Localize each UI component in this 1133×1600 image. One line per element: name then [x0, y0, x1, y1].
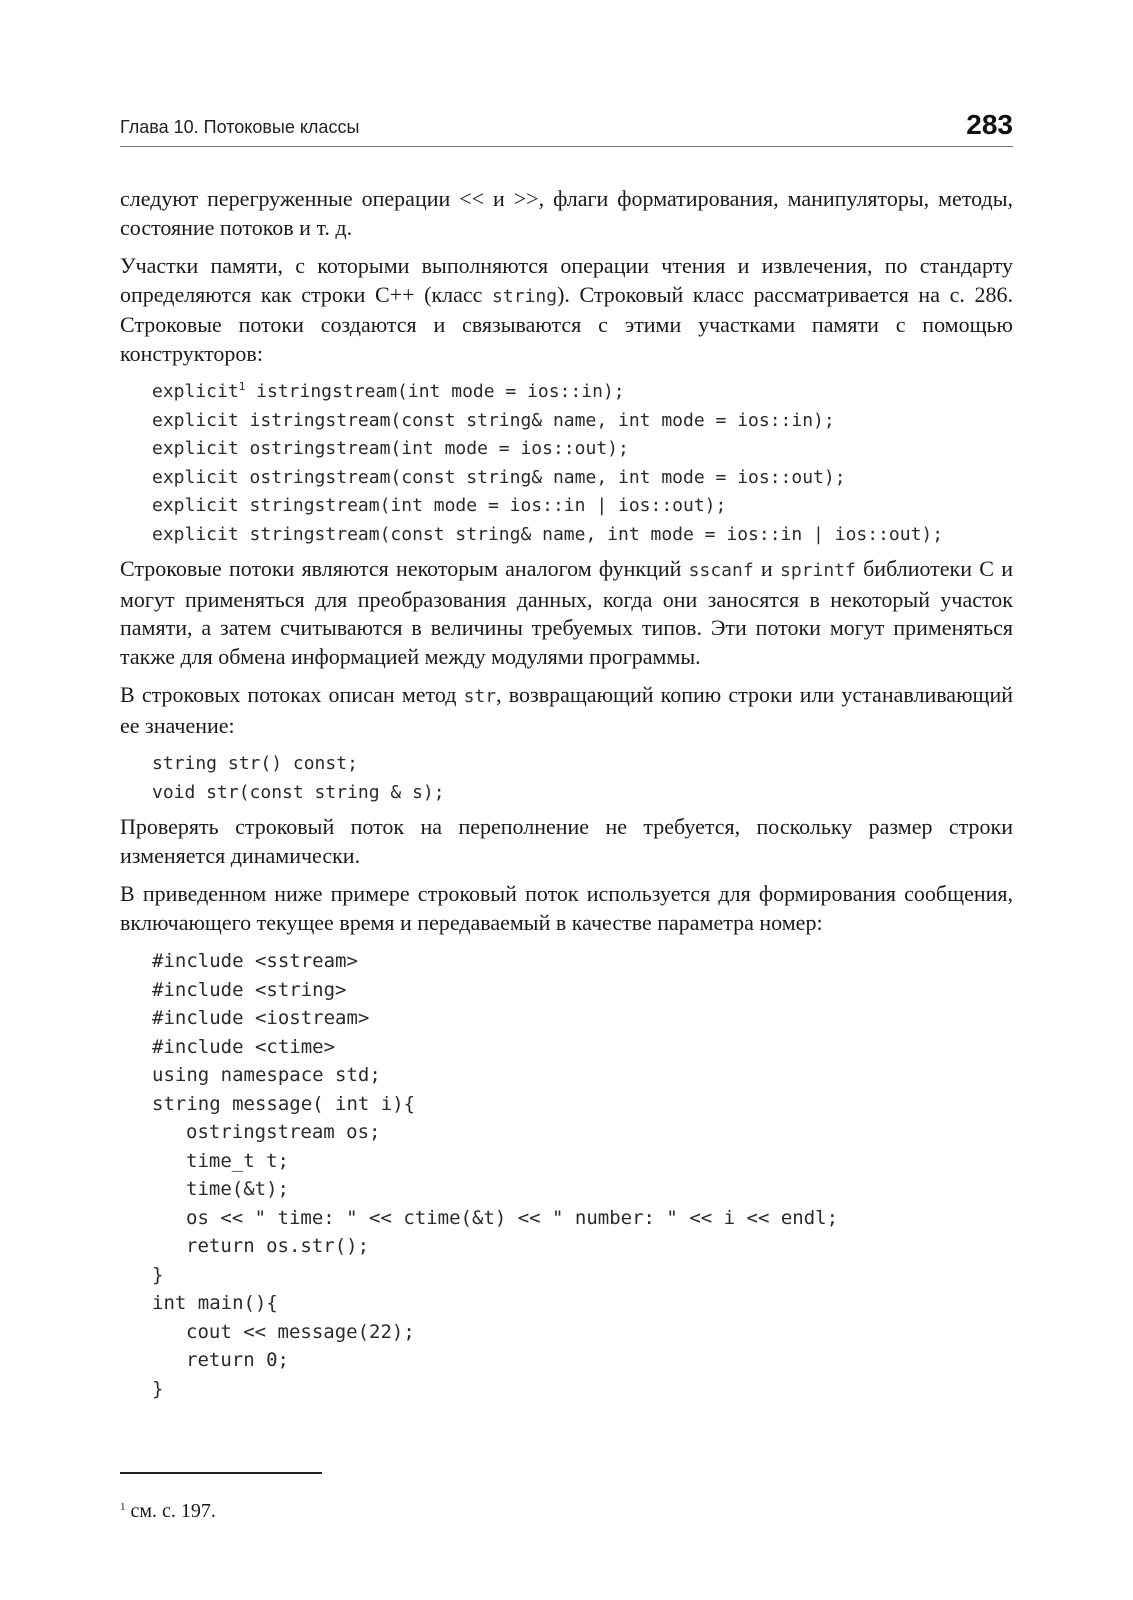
code-line: void str(const string & s);: [152, 781, 445, 803]
code-line: explicit istringstream(const string& name, int mode = ios::in);: [152, 409, 835, 431]
code-line: os << " time: " << ctime(&t) << " number: " << i << endl;: [186, 1206, 839, 1229]
inline-code-sscanf: sscanf: [688, 560, 754, 581]
code-line: time(&t);: [186, 1178, 289, 1200]
inline-code-string: string: [492, 285, 558, 307]
str-methods-code-block: [152, 750, 1013, 807]
code-line: [152, 378, 1013, 407]
constructors-code-block: [152, 378, 1013, 549]
inline-code-str: str: [463, 686, 497, 707]
paragraph-2: [120, 252, 1013, 368]
code-line: explicit ostringstream(int mode = ios::out);: [152, 438, 629, 459]
paragraph-2-text-1: Участки памяти, с которыми выполняются операции чтения и извлечения, по стандарту определяются как строки C++ (класс: [120, 253, 1013, 307]
code-line: }: [152, 1377, 164, 1400]
code-line: explicit stringstream(int mode = ios::in | ios::out);: [152, 495, 727, 516]
code-line: string message( int i){: [152, 1092, 416, 1115]
paragraph-1: следуют перегруженные операции << и >>, флаги форматирования, манипуляторы, методы, состояние потоков и т. д.: [120, 186, 1013, 240]
code-line: return os.str();: [186, 1235, 370, 1257]
page-body: [120, 185, 1013, 1409]
code-line: #include <string>: [152, 978, 347, 1001]
footnote-marker: 1: [120, 1501, 126, 1513]
inline-code-sprintf: sprintf: [779, 560, 856, 581]
running-head: [120, 106, 1013, 147]
code-line: }: [152, 1263, 164, 1286]
code-line: string str() const;: [152, 753, 358, 774]
code-line: return 0;: [186, 1349, 289, 1371]
code-line: #include <sstream>: [152, 950, 358, 972]
footnote-reference: 1: [238, 380, 246, 393]
chapter-title: Глава 10. Потоковые классы: [120, 117, 360, 137]
paragraph-4: [120, 681, 1013, 740]
paragraph-6: В приведенном ниже примере строковый поток используется для формирования сообщения, включающего текущее время и передаваемый в качестве параметра номер:: [120, 881, 1013, 935]
code-line: #include <iostream>: [152, 1007, 370, 1029]
footnote: [120, 1500, 216, 1523]
paragraph-3-text-1: Строковые потоки являются некоторым аналогом функций: [120, 556, 689, 581]
code-line: using namespace std;: [152, 1064, 381, 1086]
code-text: istringstream(int mode = ios::in);: [245, 381, 625, 402]
code-line: explicit ostringstream(const string& name, int mode = ios::out);: [152, 466, 846, 488]
code-line: ostringstream os;: [186, 1121, 381, 1143]
paragraph-5: Проверять строковый поток на переполнение не требуется, поскольку размер строки изменяется динамически.: [120, 814, 1013, 868]
paragraph-4-text-1: В строковых потоках описан метод: [120, 682, 464, 707]
page-number: 283: [966, 109, 1013, 140]
code-line: #include <ctime>: [152, 1035, 336, 1058]
example-program-code-block: [152, 947, 1013, 1403]
paragraph-3-text-3: библиотеки C и могут применяться для преобразования данных, когда они заносятся в некоторый участок памяти, а затем считываются в величины требуемых типов. Эти потоки могут применяться также для обмена информацией между модулями программы.: [120, 556, 1013, 669]
paragraph-3-text-2: и: [753, 556, 780, 581]
code-line: time_t t;: [186, 1149, 289, 1172]
code-keyword: explicit: [152, 381, 239, 402]
footnote-text: см. с. 197.: [125, 1500, 216, 1522]
code-line: cout << message(22);: [186, 1320, 415, 1343]
footnote-rule: [120, 1472, 322, 1474]
code-line: explicit stringstream(const string& name, int mode = ios::in | ios::out);: [152, 523, 944, 545]
paragraph-3: [120, 555, 1013, 671]
paragraph-2-text-2: ). Строковый класс рассматривается на с. 286. Строковые потоки создаются и связываются с этими участками памяти с помощью конструкторов:: [120, 281, 1013, 366]
paragraph-4-text-2: , возвращающий копию строки или устанавливающий ее значение:: [120, 682, 1013, 738]
code-line: int main(){: [152, 1292, 278, 1314]
